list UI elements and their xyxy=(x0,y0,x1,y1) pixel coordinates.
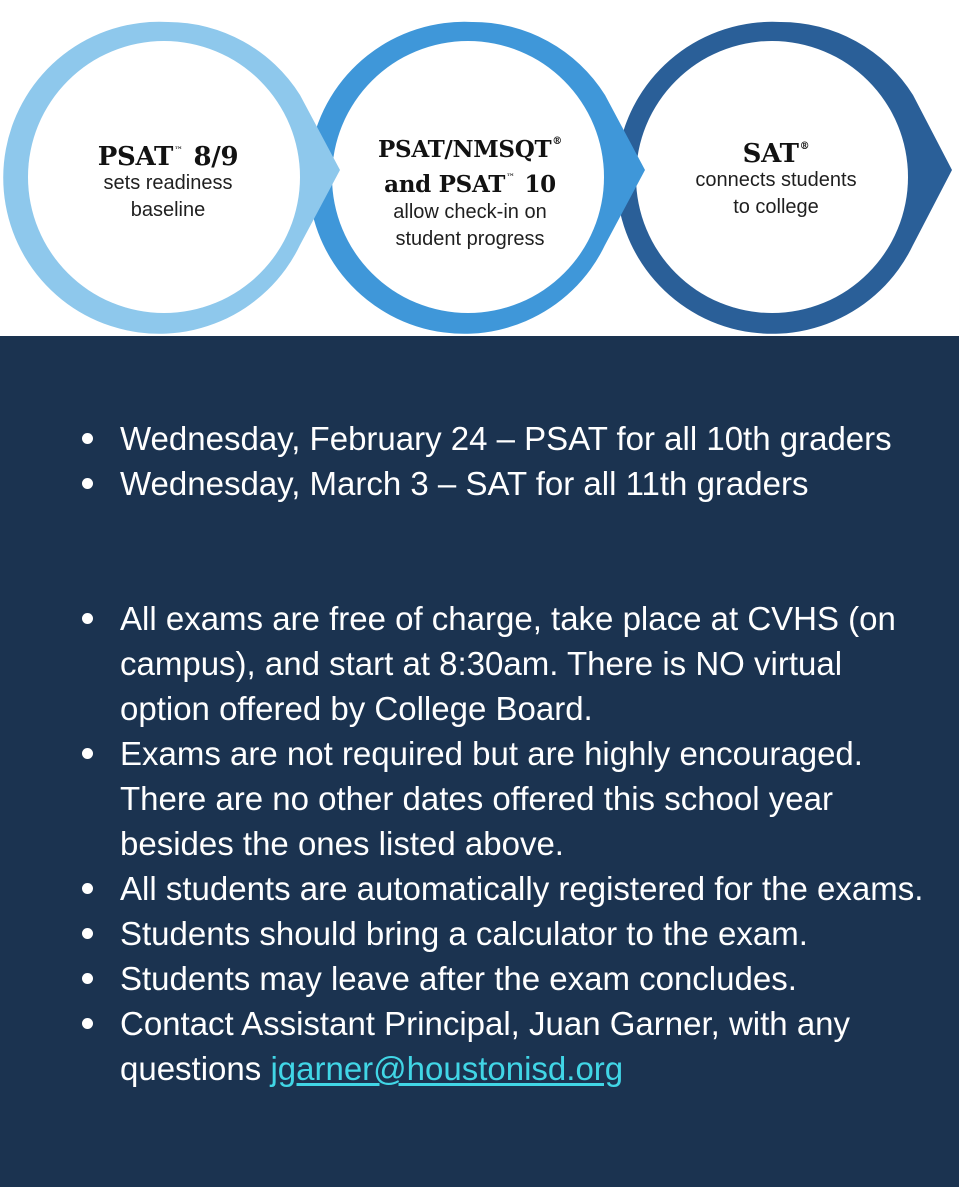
list-item xyxy=(0,911,959,956)
bullet-icon xyxy=(82,748,93,759)
bullet-icon xyxy=(82,1018,93,1029)
list-item-text: Students should bring a calculator to the exam. xyxy=(120,915,808,952)
psat-nmsqt-title-line1: PSAT/NMSQT® xyxy=(378,136,562,163)
psat-89-label xyxy=(68,138,268,224)
psat-nmsqt-line1: allow check-in on xyxy=(393,201,547,223)
list-item xyxy=(0,731,959,866)
list-item-text: Wednesday, February 24 – PSAT for all 10th graders xyxy=(120,420,892,457)
bullet-icon xyxy=(82,478,93,489)
sat-line2: to college xyxy=(733,196,819,218)
psat-nmsqt-label xyxy=(352,128,588,253)
bullet-icon xyxy=(82,613,93,624)
sat-line1: connects students xyxy=(695,169,857,191)
bullet-icon xyxy=(82,928,93,939)
contact-item xyxy=(0,1001,959,1091)
info-panel xyxy=(0,336,959,1187)
list-item xyxy=(0,416,959,461)
psat-89-line1: sets readiness xyxy=(103,172,233,194)
bullet-icon xyxy=(82,973,93,984)
assessment-banner xyxy=(0,0,959,336)
psat-89-title: PSAT™ 8/9 xyxy=(97,142,239,172)
bullet-icon xyxy=(82,433,93,444)
psat-nmsqt-line2: student progress xyxy=(395,228,545,250)
list-item xyxy=(0,461,959,506)
list-item xyxy=(0,596,959,731)
email-link[interactable]: jgarner@houstonisd.org xyxy=(270,1050,624,1087)
sat-title: SAT® xyxy=(742,139,810,169)
list-item-text: All students are automatically registered for the exams. xyxy=(120,870,924,907)
exam-info-list xyxy=(0,596,959,1091)
bullet-icon xyxy=(82,883,93,894)
contact-text: Contact Assistant Principal, Juan Garner, with any questions xyxy=(120,1005,851,1087)
exam-dates-list xyxy=(0,416,959,506)
sat-label xyxy=(666,134,886,221)
list-item-text: Students may leave after the exam concludes. xyxy=(120,960,797,997)
psat-89-line2: baseline xyxy=(130,199,206,221)
list-item-text: Wednesday, March 3 – SAT for all 11th graders xyxy=(120,465,809,502)
psat-nmsqt-title-line2: and PSAT™ 10 xyxy=(384,171,556,198)
list-item xyxy=(0,956,959,1001)
list-item xyxy=(0,866,959,911)
list-item-text: All exams are free of charge, take place at CVHS (on campus), and start at 8:30am. There is NO virtual option offered by College Board. xyxy=(120,600,896,727)
list-item-text: Exams are not required but are highly encouraged. There are no other dates offered this school year besides the ones listed above. xyxy=(120,735,863,862)
